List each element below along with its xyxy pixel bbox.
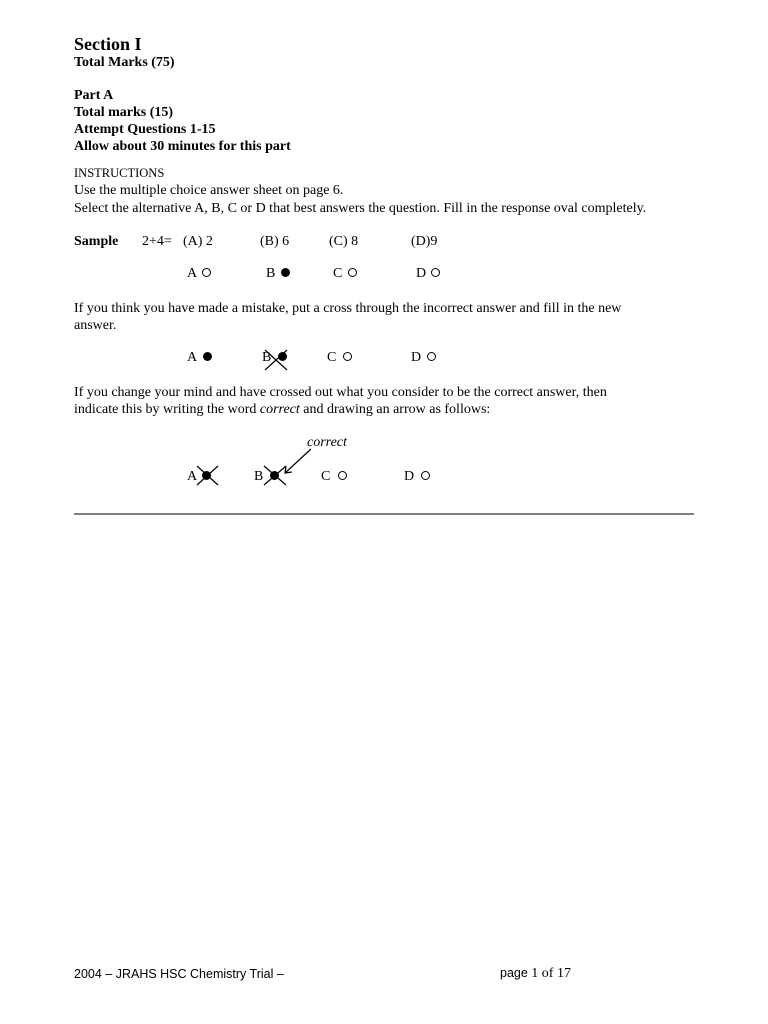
sample-option-c: (C) 8 bbox=[329, 234, 359, 249]
change-line-2-before: indicate this by writing the word bbox=[74, 402, 260, 417]
part-allow: Allow about 30 minutes for this part bbox=[74, 139, 291, 154]
answer-letter: D bbox=[404, 469, 415, 484]
change-line-2-after: and drawing an arrow as follows: bbox=[299, 402, 491, 417]
instructions-line-1: Use the multiple choice answer sheet on page 6. bbox=[74, 183, 344, 198]
empty-oval-icon bbox=[427, 352, 436, 361]
empty-oval-icon bbox=[343, 352, 352, 361]
part-title: Part A bbox=[74, 88, 114, 103]
crossed-oval-icon bbox=[278, 352, 287, 361]
sample-option-b: (B) 6 bbox=[260, 234, 290, 249]
instructions-heading: INSTRUCTIONS bbox=[74, 166, 165, 180]
empty-oval-icon bbox=[431, 268, 440, 277]
footer-page-number: 1 bbox=[531, 966, 539, 981]
answer-letter: C bbox=[327, 350, 337, 365]
part-attempt: Attempt Questions 1-15 bbox=[74, 122, 216, 137]
footer-page bbox=[500, 966, 571, 982]
sample-option-d: (D)9 bbox=[411, 234, 438, 249]
footer-page-prefix: page bbox=[500, 966, 528, 980]
instructions-line-2: Select the alternative A, B, C or D that best answers the question. Fill in the response oval completely. bbox=[74, 201, 647, 216]
empty-oval-icon bbox=[421, 471, 430, 480]
footer-left: 2004 – JRAHS HSC Chemistry Trial – bbox=[74, 967, 284, 981]
answer-letter: C bbox=[333, 266, 343, 281]
change-line-2-italic: correct bbox=[259, 402, 300, 417]
answer-letter: B bbox=[262, 350, 272, 365]
arrow-icon bbox=[285, 449, 311, 473]
correct-annotation: correct bbox=[307, 435, 347, 450]
empty-oval-icon bbox=[202, 268, 211, 277]
filled-oval-icon bbox=[203, 352, 212, 361]
crossed-oval-icon bbox=[202, 471, 211, 480]
empty-oval-icon bbox=[338, 471, 347, 480]
section-total-marks: Total Marks (75) bbox=[74, 55, 175, 70]
section-title: Section I bbox=[74, 34, 142, 54]
answer-letter: D bbox=[416, 266, 427, 281]
footer-page-suffix: of 17 bbox=[541, 966, 571, 981]
empty-oval-icon bbox=[348, 268, 357, 277]
answer-letter: C bbox=[321, 469, 331, 484]
answer-letter: A bbox=[187, 469, 198, 484]
answer-letter: D bbox=[411, 350, 422, 365]
sample-label: Sample bbox=[74, 234, 119, 249]
sample-question: 2+4= bbox=[142, 234, 172, 249]
answer-letter: B bbox=[254, 469, 264, 484]
change-line-1: If you change your mind and have crossed out what you consider to be the correct answer, then bbox=[74, 385, 607, 400]
mistake-line-2: answer. bbox=[74, 318, 117, 333]
filled-oval-icon bbox=[281, 268, 290, 277]
sample-option-a: (A) 2 bbox=[183, 234, 213, 249]
answer-letter: A bbox=[187, 350, 198, 365]
mistake-line-1: If you think you have made a mistake, put a cross through the incorrect answer and fill in the new bbox=[74, 301, 622, 316]
answer-letter: B bbox=[266, 266, 276, 281]
crossed-oval-icon bbox=[270, 471, 279, 480]
arrow-head-icon bbox=[285, 466, 292, 473]
change-line-2 bbox=[74, 401, 490, 418]
answer-letter: A bbox=[187, 266, 198, 281]
part-total-marks: Total marks (15) bbox=[74, 105, 174, 120]
